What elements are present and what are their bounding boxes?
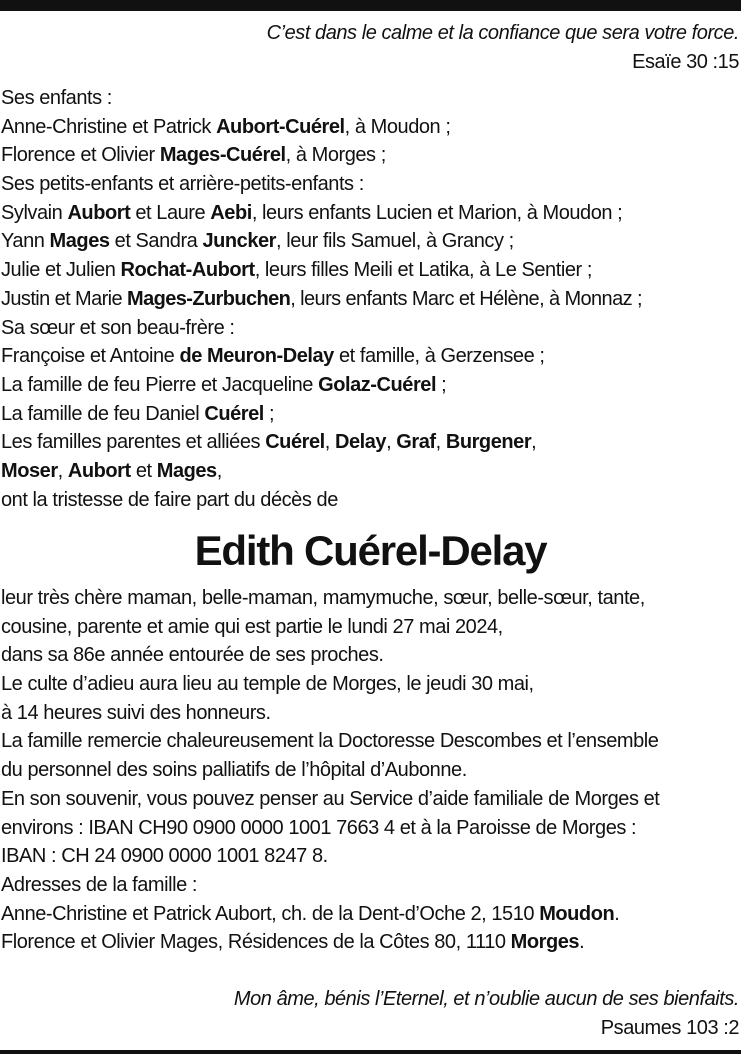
closing-reference: Psaumes 103 :2 — [600, 1016, 739, 1039]
deceased-name: Edith Cuérel-Delay — [194, 527, 547, 574]
surname: Moser — [1, 459, 58, 482]
surname: Aubort — [67, 201, 131, 224]
children-heading: Ses enfants : — [1, 87, 112, 109]
surname: Juncker — [202, 230, 277, 253]
surname: Rochat-Aubort — [120, 259, 255, 282]
bottom-border-rule — [0, 1050, 741, 1054]
surname: Aubort-Cuérel — [216, 115, 345, 138]
grandchild-line: Sylvain Aubort et Laure Aebi, leurs enfants Lucien et Marion, à Moudon ; — [1, 201, 623, 224]
surname: Aubort — [67, 459, 131, 482]
body-line: En son souvenir, vous pouvez penser au Service d’aide familiale de Morges et — [1, 787, 660, 810]
surname: de Meuron-Delay — [179, 345, 334, 368]
body-line: du personnel des soins palliatifs de l’hôpital d’Aubonne. — [1, 759, 467, 782]
child-line: Anne-Christine et Patrick Aubort-Cuérel, à Moudon ; — [1, 115, 451, 138]
child-line: Florence et Olivier Mages-Cuérel, à Morges ; — [1, 144, 386, 167]
surname: Cuérel — [204, 402, 264, 425]
surname: Mages — [49, 230, 110, 253]
surname: Graf — [396, 431, 436, 454]
announcement-line: ont la tristesse de faire part du décès de — [1, 488, 338, 511]
late-family-line: La famille de feu Pierre et Jacqueline Golaz-Cuérel ; — [1, 373, 447, 396]
addresses-heading: Adresses de la famille : — [1, 873, 197, 896]
relatives-line: Moser, Aubort et Mages, — [1, 459, 222, 482]
epigraph-reference: Esaïe 30 :15 — [632, 50, 739, 73]
body-line: leur très chère maman, belle-maman, mamymuche, sœur, belle-sœur, tante, — [1, 587, 645, 609]
epigraph — [1, 19, 739, 76]
body-line: La famille remercie chaleureusement la Doctoresse Descombes et l’ensemble — [1, 730, 659, 753]
surname: Delay — [334, 431, 387, 454]
closing-verse — [1, 985, 739, 1042]
grandchild-line: Justin et Marie Mages-Zurbuchen, leurs enfants Marc et Hélène, à Monnaz ; — [1, 287, 642, 310]
closing-quote: Mon âme, bénis l’Eternel, et n’oublie aucun de ses bienfaits. — [233, 988, 739, 1010]
surname: Burgener — [445, 431, 532, 454]
sibling-heading: Sa sœur et son beau-frère : — [1, 316, 235, 339]
surname: Golaz-Cuérel — [318, 373, 437, 396]
address-line: Anne-Christine et Patrick Aubort, ch. de la Dent-d’Oche 2, 1510 Moudon. — [1, 902, 620, 925]
surname: Aebi — [210, 201, 252, 224]
city: Morges — [510, 931, 580, 954]
surname: Mages-Cuérel — [159, 144, 286, 167]
grandchildren-heading: Ses petits-enfants et arrière-petits-enfants : — [1, 173, 364, 196]
surname: Cuérel — [265, 431, 325, 454]
body-line: dans sa 86e année entourée de ses proches. — [1, 644, 384, 667]
address-line: Florence et Olivier Mages, Résidences de la Côtes 80, 1110 Morges. — [1, 931, 585, 954]
body-line: environs : IBAN CH90 0900 0000 1001 7663 4 et à la Paroisse de Morges : — [1, 816, 637, 839]
body-line: Le culte d’adieu aura lieu au temple de Morges, le jeudi 30 mai, — [1, 673, 534, 696]
sibling-line: Françoise et Antoine de Meuron-Delay et famille, à Gerzensee ; — [1, 345, 545, 368]
top-border-rule — [0, 0, 741, 11]
body-line: à 14 heures suivi des honneurs. — [1, 701, 271, 724]
body-line: IBAN : CH 24 0900 0000 1001 8247 8. — [1, 845, 328, 868]
relatives-line: Les familles parentes et alliées Cuérel, Delay, Graf, Burgener, — [1, 431, 537, 454]
notice-body — [1, 584, 739, 957]
grandchild-line: Yann Mages et Sandra Juncker, leur fils Samuel, à Grancy ; — [1, 230, 514, 253]
surname: Mages — [156, 459, 217, 482]
family-list — [1, 84, 739, 514]
grandchild-line: Julie et Julien Rochat-Aubort, leurs filles Meili et Latika, à Le Sentier ; — [1, 259, 592, 282]
late-family-line: La famille de feu Daniel Cuérel ; — [1, 402, 275, 425]
epigraph-quote: C’est dans le calme et la confiance que sera votre force. — [266, 22, 739, 44]
city: Moudon — [539, 902, 615, 925]
surname: Mages-Zurbuchen — [127, 287, 291, 310]
body-line: cousine, parente et amie qui est partie le lundi 27 mai 2024, — [1, 615, 503, 638]
